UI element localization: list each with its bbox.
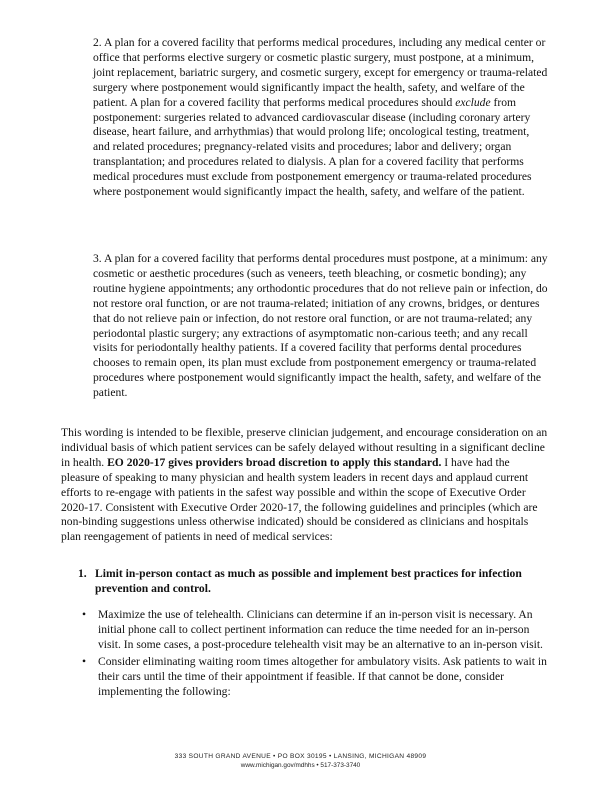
paragraph-item-2 xyxy=(93,36,548,200)
list-item xyxy=(82,608,548,653)
paragraph-guidance-intro xyxy=(61,426,548,545)
list-item xyxy=(82,655,548,700)
paragraph-item-3: 3. A plan for a covered facility that performs dental procedures must postpone, at a minimum: any cosmetic or aesthetic procedures (such as veneers, teeth bleaching, or cosmetic bonding); any routine hygiene appointments; any orthodontic procedures that do not relieve pain or infection, do not restore oral function, or are not trauma-related; initiation of any crowns, bridges, or dentures that do not relieve pain or infection, do not restore oral function, or are not trauma-related; any periodontal plastic surgery; any extractions of asymptomatic non-carious teeth; and any recall visits for periodontally healthy patients. If a covered facility that performs dental procedures chooses to remain open, its plan must exclude from postponement emergency or trauma-related procedures where postponement would significantly impact the health, safety, and welfare of the patient. xyxy=(93,252,548,400)
guideline-heading-number: 1. xyxy=(78,567,87,580)
guideline-heading-text: Limit in-person contact as much as possible and implement best practices for infection prevention and control. xyxy=(95,567,522,595)
emphasis-exclude: exclude xyxy=(455,95,491,109)
list-item-text: Consider eliminating waiting room times altogether for ambulatory visits. Ask patients to wait in their cars until the time of their appointment if feasible. If that cannot be done, consider implementing the following: xyxy=(98,654,547,698)
page-footer xyxy=(0,752,601,770)
footer-web-phone: www.michigan.gov/mdhhs • 517-373-3740 xyxy=(240,762,361,769)
paragraph-item-2-text: 2. A plan for a covered facility that performs medical procedures, including any medical center or office that performs elective surgery or cosmetic plastic surgery, must postpone, at a minimum, joint replacement, bariatric surgery, and cosmetic surgery, except for emergency or trauma-related surgery where postponement would significantly impact the health, safety, and welfare of the patient. A plan for a covered facility that performs medical procedures should xyxy=(93,36,548,109)
bullet-icon: • xyxy=(82,654,87,668)
bold-eo-statement: EO 2020-17 gives providers broad discretion to apply this standard. xyxy=(107,455,442,469)
intro-text: This wording is intended to be flexible, preserve clinician judgement, and encourage consideration on an individual basis of which patient services can be safely delayed without resulting in a significant decline in health. xyxy=(61,426,548,469)
guideline-bullet-list xyxy=(82,608,548,699)
paragraph-item-2-text-cont: from postponement: surgeries related to advanced cardiovascular disease (including coronary artery disease, heart failure, and arrhythmias) that would prolong life; oncological testing, treatment, and related procedures; pregnancy-related visits and procedures; labor and delivery; organ transplantation; and procedures related to dialysis. A plan for a covered facility that performs medical procedures must exclude from postponement emergency or trauma-related procedures where postponement would significantly impact the health, safety, and welfare of the patient. xyxy=(93,95,532,199)
list-item-text: Maximize the use of telehealth. Clinicians can determine if an in-person visit is necessary. An initial phone call to collect pertinent information can reduce the time needed for an in-person visit. In some cases, a post-procedure telehealth visit may be an alternative to an in-person visit. xyxy=(98,608,543,651)
bullet-icon: • xyxy=(82,608,87,621)
footer-address: 333 SOUTH GRAND AVENUE • PO BOX 30195 • LANSING, MICHIGAN 48909 xyxy=(174,753,427,760)
intro-text-cont: I have had the pleasure of speaking to many physician and health system leaders in recent days and applaud current efforts to re-engage with patients in the safest way possible and within the scope of Executive Order 2020-17. Consistent with Executive Order 2020-17, the following guidelines and principles (which are non-binding suggestions unless otherwise indicated) should be considered as clinicians and hospitals plan reengagement of patients in need of medical services: xyxy=(61,455,538,544)
